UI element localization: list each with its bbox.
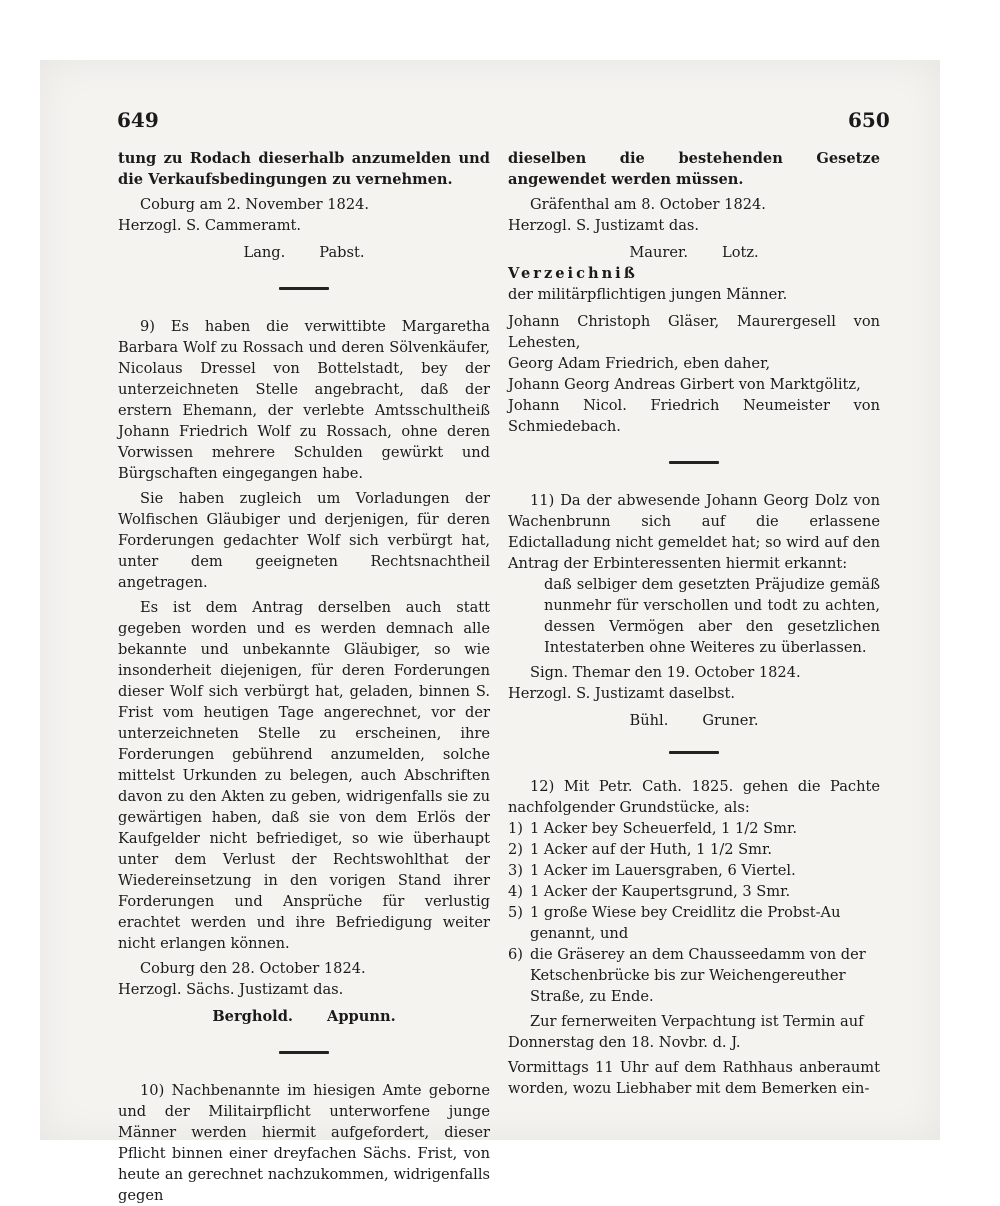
- item-number: 5): [508, 904, 523, 921]
- notice-12-paragraph: 12) Mit Petr. Cath. 1825. gehen die Pachte nachfolgender Grundstücke, als:: [508, 778, 880, 816]
- signatures: [508, 242, 880, 263]
- list-item: Johann Georg Andreas Girbert von Marktgölitz,: [508, 376, 861, 393]
- list-item: [508, 881, 880, 902]
- section-divider: [279, 287, 329, 290]
- item-number: 4): [508, 883, 523, 900]
- signer: Maurer.: [629, 244, 688, 261]
- list-subheading: der militärpflichtigen jungen Männer.: [508, 286, 788, 303]
- notice-9-paragraph: Es ist dem Antrag derselben auch statt gegeben worden und es werden demnach alle bekannte und unbekannte Gläubiger, so wie insonderheit diejenigen, für deren Forderungen dieser Wolf sich verbürgt hat, geladen, binnen S. Frist vom heutigen Tage angerechnet, vor der unterzeichneten Stelle zu erscheinen, ihre Forderungen gebührend anzumelden, solche mittelst Urkunden zu belegen, auch Abschriften davon zu den Akten zu geben, widrigenfalls sie zu gewärtigen haben, daß sie von dem Erlös der Kaufgelder nicht befriediget, so wie überhaupt unter dem Verlust der Rechtswohlthat der Wiedereinsetzung in den vorigen Stand ihrer Forderungen und Ansprüche für verlustig erachtet werden und ihre Befriedigung weiter nicht erlangen können.: [118, 599, 490, 952]
- notice-12-paragraph: Vormittags 11 Uhr auf dem Rathhaus anberaumt worden, wozu Liebhaber mit dem Bemerken ein-: [508, 1059, 880, 1097]
- signatures: [118, 1006, 490, 1027]
- list-item: [508, 944, 880, 1007]
- list-item: [508, 902, 880, 944]
- office-line: Herzogl. Sächs. Justizamt das.: [118, 981, 344, 998]
- office-line: Herzogl. S. Justizamt daselbst.: [508, 685, 736, 702]
- item-text: 1 Acker im Lauersgraben, 6 Viertel.: [530, 862, 796, 879]
- item-text: 1 Acker auf der Huth, 1 1/2 Smr.: [530, 841, 773, 858]
- continuation-paragraph: dieselben die bestehenden Gesetze angewendet werden müssen.: [508, 150, 880, 188]
- notice-11-paragraph: 11) Da der abwesende Johann Georg Dolz von Wachenbrunn sich auf die erlassene Edictalladung nicht gemeldet hat; so wird auf den Antrag der Erbinteressenten hiermit erkannt:: [508, 492, 880, 572]
- office-line: Herzogl. S. Justizamt das.: [508, 217, 700, 234]
- parcel-list: [508, 818, 880, 1007]
- item-text: 1 große Wiese bey Creidlitz die Probst-Au genannt, und: [530, 904, 841, 942]
- list-item: Georg Adam Friedrich, eben daher,: [508, 355, 771, 372]
- list-item: [508, 839, 880, 860]
- section-divider: [279, 1051, 329, 1054]
- signatures: [508, 710, 880, 731]
- signer: Lotz.: [722, 244, 759, 261]
- right-column: [508, 148, 880, 1099]
- signer: Appunn.: [327, 1008, 396, 1025]
- notice-10-paragraph: 10) Nachbenannte im hiesigen Amte geborne und der Militairpflicht unterworfene junge Männer werden hiermit aufgefordert, dieser Pflicht binnen einer dreyfachen Sächs. Frist, von heute an gerechnet nachzukommen, widrigenfalls gegen: [118, 1082, 490, 1204]
- date-line: Coburg am 2. November 1824.: [140, 196, 370, 213]
- judgment-quote: daß selbiger dem gesetzten Präjudize gemäß nunmehr für verschollen und todt zu achten, dessen Vermögen aber den gesetzlichen Intestaterben ohne Weiteres zu überlassen.: [544, 576, 880, 656]
- left-column: [118, 148, 490, 1206]
- notice-9-paragraph: Sie haben zugleich um Vorladungen der Wolfischen Gläubiger und derjenigen, für deren Forderungen gedachter Wolf sich verbürgt hat, unter dem geeigneten Rechtsnachtheil angetragen.: [118, 490, 490, 591]
- intro-paragraph: tung zu Rodach dieserhalb anzumelden und die Verkaufsbedingungen zu vernehmen.: [118, 150, 490, 188]
- signer: Lang.: [243, 244, 286, 261]
- office-line: Herzogl. S. Cammeramt.: [118, 217, 302, 234]
- date-line: Gräfenthal am 8. October 1824.: [530, 196, 766, 213]
- page-number-left: 649: [117, 108, 159, 132]
- list-heading: Verzeichniß: [508, 265, 638, 282]
- page-number-right: 650: [848, 108, 890, 132]
- signatures: [118, 242, 490, 263]
- term-date: Donnerstag den 18. Novbr. d. J.: [508, 1034, 741, 1051]
- item-number: 3): [508, 862, 523, 879]
- list-item: Johann Nicol. Friedrich Neumeister von Schmiedebach.: [508, 397, 880, 435]
- signer: Bühl.: [629, 712, 669, 729]
- item-number: 1): [508, 820, 523, 837]
- term-line: Zur fernerweiten Verpachtung ist Termin auf: [530, 1013, 864, 1030]
- item-text: 1 Acker bey Scheuerfeld, 1 1/2 Smr.: [530, 820, 798, 837]
- item-number: 6): [508, 946, 523, 963]
- signer: Berghold.: [212, 1008, 294, 1025]
- item-number: 2): [508, 841, 523, 858]
- section-divider: [669, 461, 719, 464]
- date-line: Sign. Themar den 19. October 1824.: [530, 664, 801, 681]
- signer: Gruner.: [702, 712, 759, 729]
- list-item: [508, 860, 880, 881]
- item-text: 1 Acker der Kaupertsgrund, 3 Smr.: [530, 883, 791, 900]
- notice-9-paragraph: 9) Es haben die verwittibte Margaretha Barbara Wolf zu Rossach und deren Sölvenkäufer, Nicolaus Dressel von Bottelstadt, bey der unterzeichneten Stelle angebracht, daß der erstern Ehemann, der verlebte Amtsschultheiß Johann Friedrich Wolf zu Rossach, ohne deren Vorwissen mehrere Schulden gewürkt und Bürgschaften eingegangen habe.: [118, 318, 490, 482]
- list-item: [508, 818, 880, 839]
- section-divider: [669, 751, 719, 754]
- list-item: Johann Christoph Gläser, Maurergesell von Lehesten,: [508, 313, 880, 351]
- signer: Pabst.: [319, 244, 365, 261]
- item-text: die Gräserey an dem Chausseedamm von der Ketschenbrücke bis zur Weichengereuther Straße, zu Ende.: [530, 946, 866, 1005]
- conscript-list: [508, 311, 880, 437]
- date-line: Coburg den 28. October 1824.: [140, 960, 366, 977]
